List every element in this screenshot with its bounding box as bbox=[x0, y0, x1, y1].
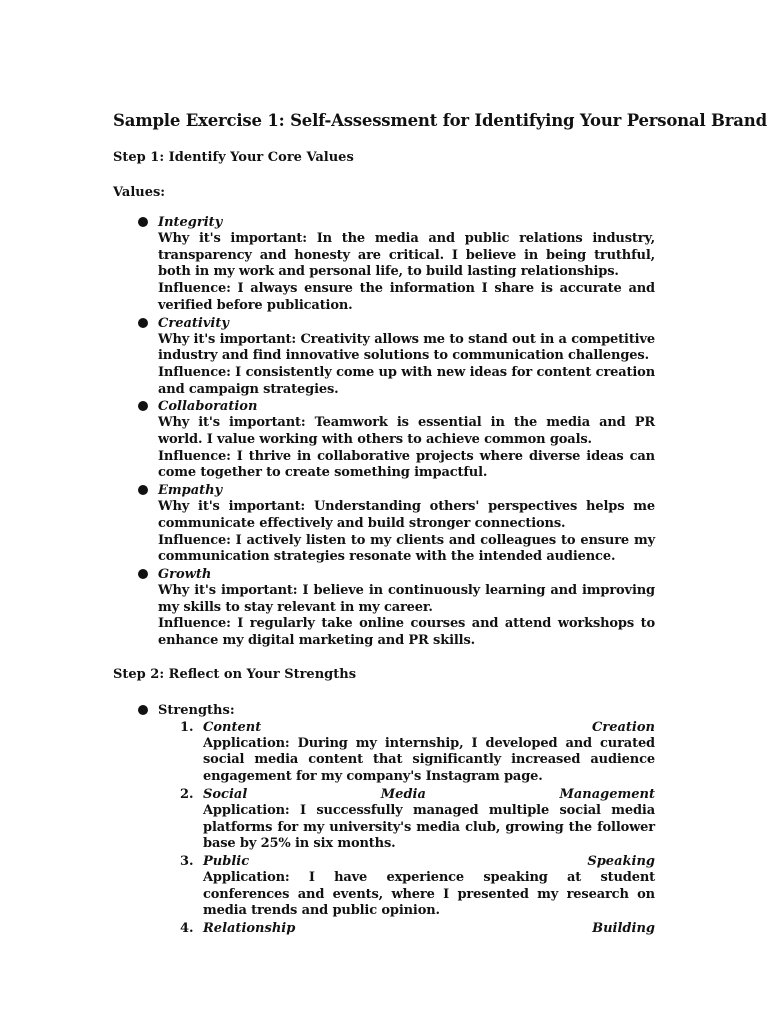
step-2-heading: Step 2: Reflect on Your Strengths bbox=[113, 666, 357, 682]
value-influence: Influence: I thrive in collaborative projects where diverse ideas can come together to create something impactful. bbox=[158, 448, 655, 481]
strength-item bbox=[158, 786, 655, 853]
strength-title-word: Media bbox=[380, 786, 426, 802]
bullet-icon bbox=[138, 318, 148, 328]
strength-title bbox=[203, 853, 655, 870]
strength-title-word: Social bbox=[203, 786, 248, 802]
value-influence: Influence: I always ensure the information I share is accurate and verified before publication. bbox=[158, 281, 655, 313]
strength-title-word: Relationship bbox=[203, 921, 296, 937]
strength-number: 4. bbox=[180, 921, 194, 937]
strength-item bbox=[158, 853, 655, 920]
value-name: Growth bbox=[158, 566, 212, 582]
value-influence: Influence: I regularly take online courses and attend workshops to enhance my digital marketing and PR skills. bbox=[158, 616, 655, 649]
strength-title bbox=[203, 786, 655, 803]
value-influence: Influence: I actively listen to my clients and colleagues to ensure my communication strategies resonate with the intended audience. bbox=[158, 532, 655, 565]
strengths-list bbox=[113, 702, 655, 937]
value-item bbox=[113, 566, 655, 650]
strength-application: Application: I successfully managed multiple social media platforms for my university's media club, growing the follower base by 25% in six months. bbox=[203, 802, 655, 852]
strength-application: Application: I have experience speaking at student conferences and events, where I presented my research on media trends and public opinion. bbox=[203, 869, 655, 919]
strength-item bbox=[158, 719, 655, 786]
strength-title-word: Building bbox=[592, 921, 655, 937]
strengths-item bbox=[113, 702, 655, 937]
value-name: Collaboration bbox=[158, 399, 258, 415]
strength-title-word: Management bbox=[559, 786, 655, 802]
step-1-heading: Step 1: Identify Your Core Values bbox=[113, 150, 354, 165]
value-why: Why it's important: Creativity allows me to stand out in a competitive industry and find innovative solutions to communication challenges. bbox=[158, 331, 655, 364]
value-why: Why it's important: In the media and public relations industry, transparency and honesty are critical. I believe in being truthful, both in my work and personal life, to build lasting relationships. bbox=[158, 231, 655, 280]
bullet-icon bbox=[138, 569, 148, 579]
strength-title bbox=[203, 920, 655, 937]
value-item bbox=[113, 315, 655, 399]
strength-title-word: Speaking bbox=[587, 853, 655, 869]
value-item bbox=[113, 398, 655, 482]
strength-title bbox=[203, 719, 655, 736]
strength-application: Application: During my internship, I developed and curated social media content that significantly increased audience engagement for my company's Instagram page. bbox=[203, 735, 655, 785]
bullet-icon bbox=[138, 485, 148, 495]
document-content bbox=[113, 111, 767, 937]
strengths-numbered-list bbox=[158, 719, 655, 937]
strength-item bbox=[158, 920, 655, 937]
strength-title-word: Creation bbox=[592, 719, 655, 735]
value-influence: Influence: I consistently come up with new ideas for content creation and campaign strategies. bbox=[158, 364, 655, 397]
document-title: Sample Exercise 1: Self-Assessment for Identifying Your Personal Brand bbox=[113, 111, 767, 130]
strength-title-word: Content bbox=[203, 719, 262, 735]
strength-number: 3. bbox=[180, 853, 194, 869]
value-name: Empathy bbox=[158, 483, 223, 499]
values-label: Values: bbox=[113, 185, 166, 200]
value-why: Why it's important: I believe in continuously learning and improving my skills to stay relevant in my career. bbox=[158, 582, 655, 615]
bullet-icon bbox=[138, 217, 148, 227]
value-why: Why it's important: Teamwork is essential in the media and PR world. I value working with others to achieve common goals. bbox=[158, 415, 655, 448]
bullet-icon bbox=[138, 705, 148, 715]
strength-title-word: Public bbox=[203, 853, 250, 869]
value-item bbox=[113, 214, 655, 315]
value-name: Creativity bbox=[158, 315, 229, 331]
value-why: Why it's important: Understanding others' perspectives helps me communicate effectively and build stronger connections. bbox=[158, 499, 655, 531]
bullet-icon bbox=[138, 401, 148, 411]
value-item bbox=[113, 482, 655, 566]
values-list bbox=[113, 214, 655, 650]
strengths-label: Strengths: bbox=[158, 702, 235, 718]
strength-number: 2. bbox=[180, 786, 194, 802]
strength-number: 1. bbox=[180, 719, 194, 735]
value-name: Integrity bbox=[158, 215, 223, 230]
